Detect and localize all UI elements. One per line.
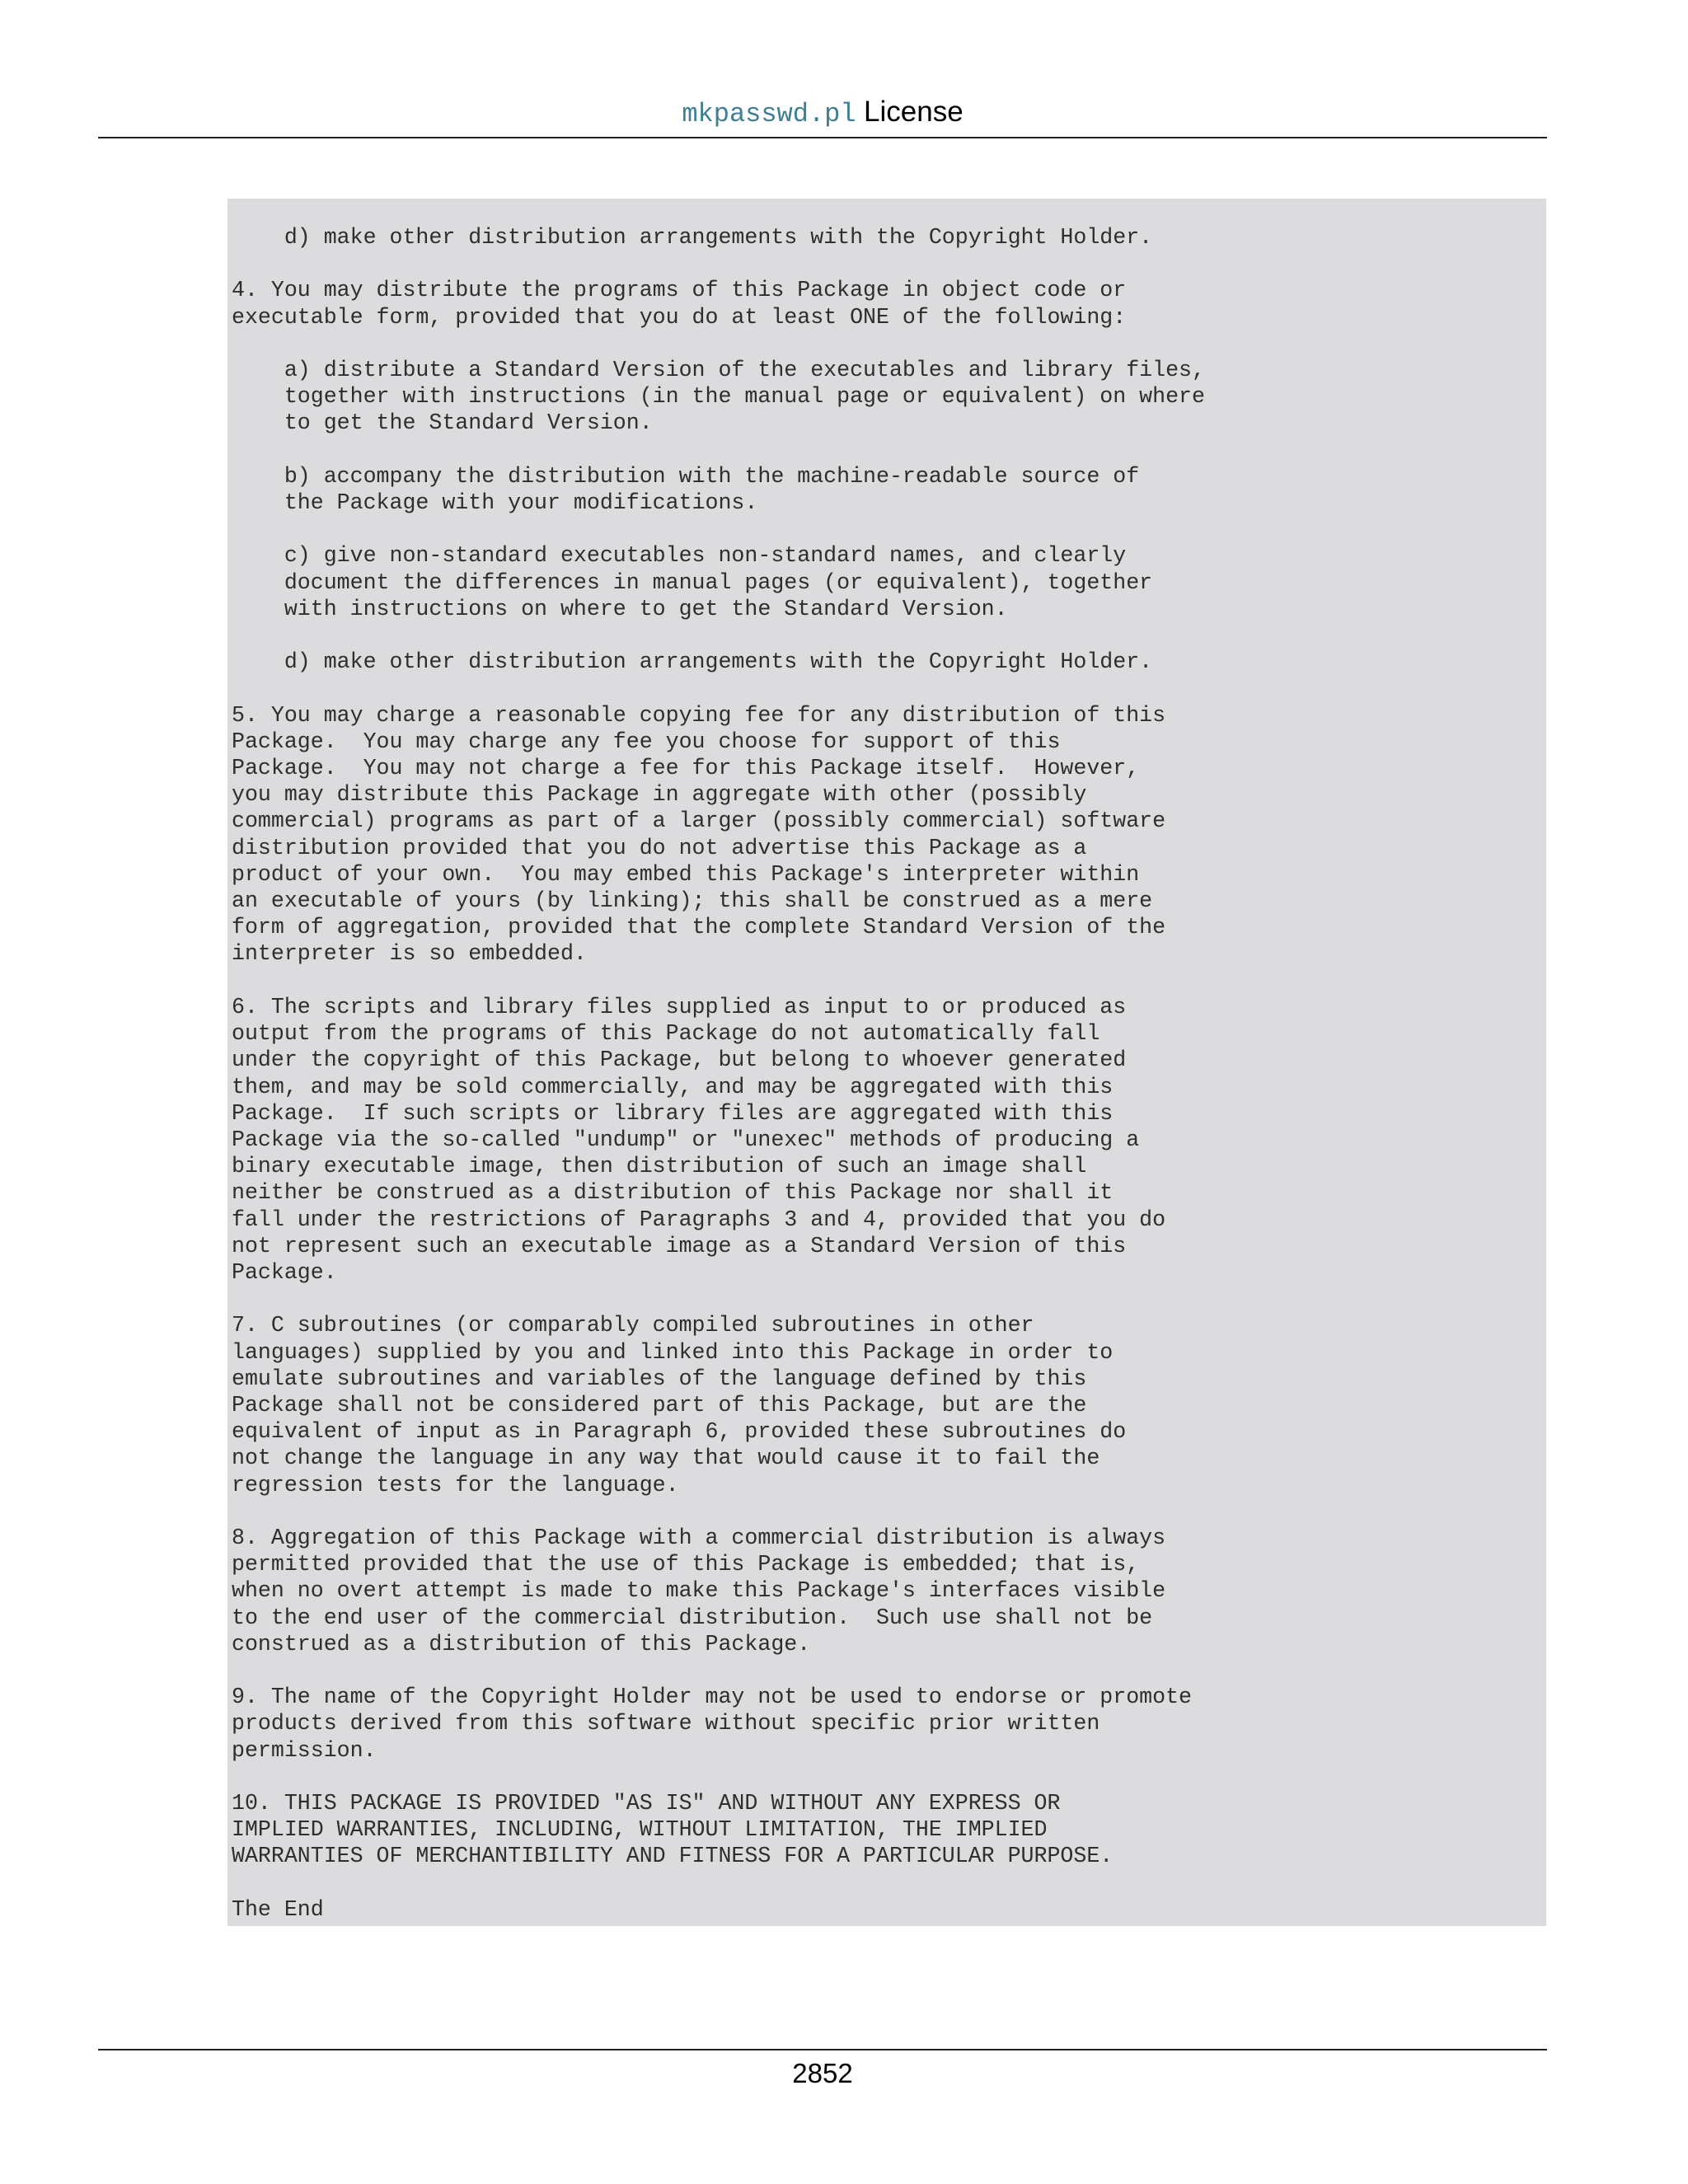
header-program-name: mkpasswd.pl — [682, 99, 856, 129]
page-number: 2852 — [792, 2058, 853, 2088]
page-header — [98, 92, 1547, 138]
license-code-block — [227, 199, 1546, 1926]
license-text: d) make other distribution arrangements with the Copyright Holder. 4. You may distribute the programs of this Package in object code or executable form, provided that you do at least ONE of the following: a) distribute a Standard Version of the executables and library files, together with instructions (in the manual page or equivalent) on where to get the Standard Version. b) accompany the distribution with the machine-readable source of the Package with your modifications. c) give non-standard executables non-standard names, and clearly document the differences in manual pages (or equivalent), together with instructions on where to get the Standard Version. d) make other distribution arrangements with the Copyright Holder. 5. You may charge a reasonable copying fee for any distribution of this Package. You may charge any fee you choose for support of this Package. You may not charge a fee for this Package itself. However, you may distribute this Package in aggregate with other (possibly commercial) programs as part of a larger (possibly commercial) software distribution provided that you do not advertise this Package as a product of your own. You may embed this Package's interpreter within an executable of yours (by linking); this shall be construed as a mere form of aggregation, provided that the complete Standard Version of the interpreter is so embedded. 6. The scripts and library files supplied as input to or produced as output from the programs of this Package do not automatically fall under the copyright of this Package, but belong to whoever generated them, and may be sold commercially, and may be aggregated with this Package. If such scripts or library files are aggregated with this Package via the so-called "undump" or "unexec" methods of producing a binary executable image, then distribution of such an image shall neither be construed as a distribution of this Package nor shall it fall under the restrictions of Paragraphs 3 and 4, provided that you do not represent such an executable image as a Standard Version of this Package. 7. C subroutines (or comparably compiled subroutines in other languages) supplied by you and linked into this Package in order to emulate subroutines and variables of the language defined by this Package shall not be considered part of this Package, but are the equivalent of input as in Paragraph 6, provided these subroutines do not change the language in any way that would cause it to fail the regression tests for the language. 8. Aggregation of this Package with a commercial distribution is always permitted provided that the use of this Package is embedded; that is, when no overt attempt is made to make this Package's interfaces visible to the end user of the commercial distribution. Such use shall not be construed as a distribution of this Package. 9. The name of the Copyright Holder may not be used to endorse or promote products derived from this software without specific prior written permission. 10. THIS PACKAGE IS PROVIDED "AS IS" AND WITHOUT ANY EXPRESS OR IMPLIED WARRANTIES, INCLUDING, WITHOUT LIMITATION, THE IMPLIED WARRANTIES OF MERCHANTIBILITY AND FITNESS FOR A PARTICULAR PURPOSE. The End — [232, 225, 1205, 1922]
page-footer — [98, 2049, 1547, 2092]
page-title — [682, 92, 963, 134]
header-title-word: License — [864, 96, 964, 128]
